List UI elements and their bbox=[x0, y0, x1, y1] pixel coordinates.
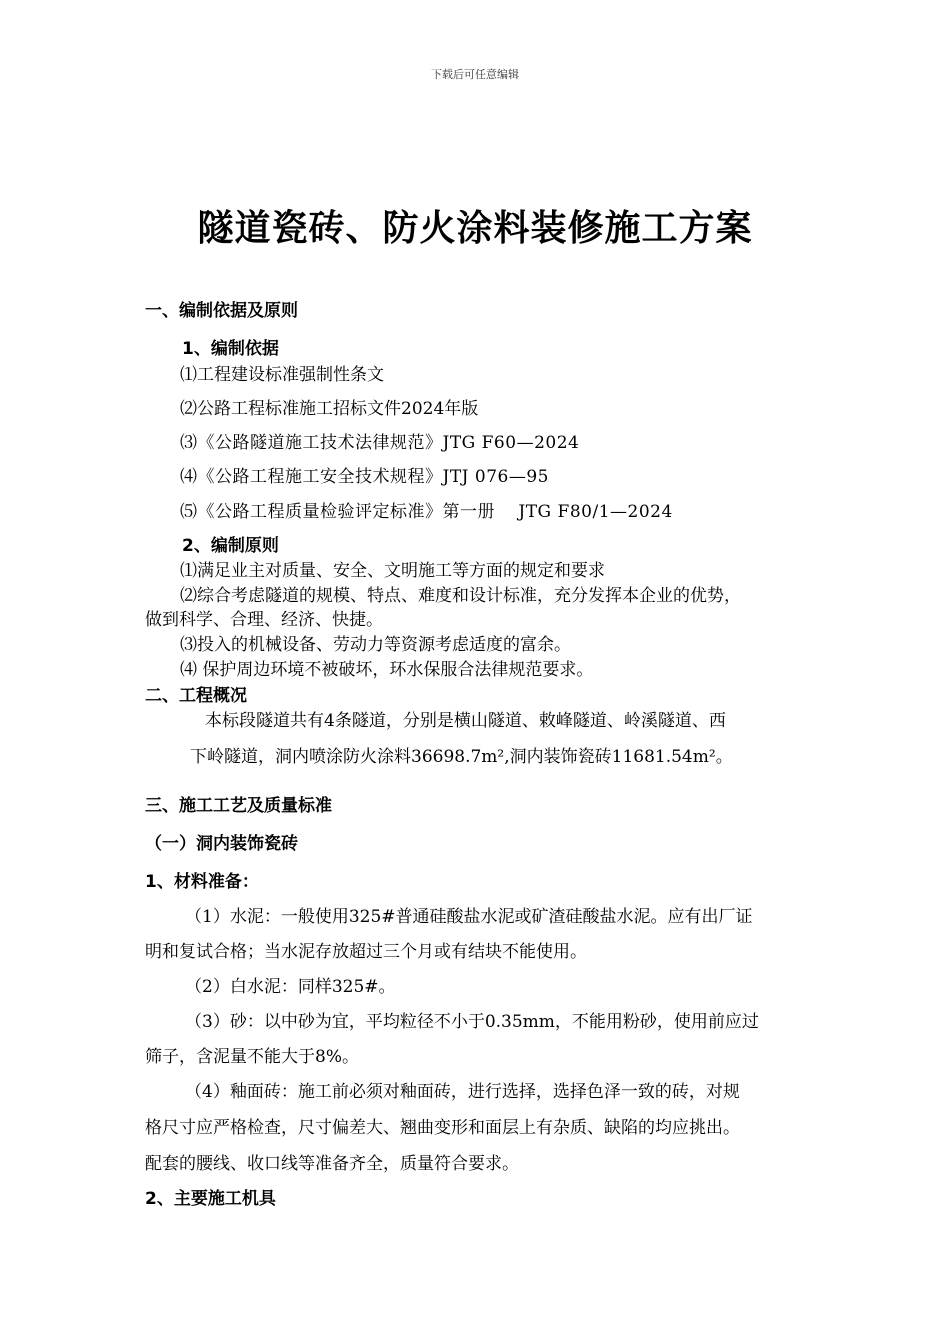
materials-line-8: 配套的腰线、收口线等准备齐全，质量符合要求。 bbox=[145, 1154, 519, 1174]
document-title: 隧道瓷砖、防火涂料装修施工方案 bbox=[197, 208, 753, 249]
basis-item-5: ⑸《公路工程质量检验评定标准》第一册 JTG F80/1—2024 bbox=[180, 502, 673, 522]
principle-item-1: ⑴满足业主对质量、安全、文明施工等方面的规定和要求 bbox=[180, 561, 605, 581]
materials-line-2: 明和复试合格；当水泥存放超过三个月或有结块不能使用。 bbox=[145, 942, 587, 962]
materials-line-1: （1）水泥：一般使用325#普通硅酸盐水泥或矿渣硅酸盐水泥。应有出厂证 bbox=[185, 907, 753, 927]
materials-line-3: （2）白水泥：同样325#。 bbox=[185, 977, 396, 997]
materials-line-5: 筛子，含泥量不能大于8%。 bbox=[145, 1047, 359, 1067]
overview-para-line-1: 本标段隧道共有4条隧道，分别是横山隧道、敕峰隧道、岭溪隧道、西 bbox=[205, 711, 726, 731]
item-materials-heading: 1、材料准备： bbox=[145, 872, 259, 892]
materials-line-7: 格尺寸应严格检查，尺寸偏差大、翘曲变形和面层上有杂质、缺陷的均应挑出。 bbox=[145, 1118, 740, 1138]
section-heading-basis: 一、编制依据及原则 bbox=[145, 301, 298, 321]
subheading-principles: 2、编制原则 bbox=[182, 536, 279, 556]
item-tools-heading: 2、主要施工机具 bbox=[145, 1189, 276, 1209]
basis-item-4: ⑷《公路工程施工安全技术规程》JTJ 076—95 bbox=[180, 467, 549, 487]
header-note: 下载后可任意编辑 bbox=[431, 68, 519, 81]
subheading-basis: 1、编制依据 bbox=[182, 339, 279, 359]
principle-item-2-cont: 做到科学、合理、经济、快捷。 bbox=[145, 610, 383, 630]
materials-line-6: （4）釉面砖：施工前必须对釉面砖，进行选择，选择色泽一致的砖，对规 bbox=[185, 1082, 740, 1102]
principle-item-3: ⑶投入的机械设备、劳动力等资源考虑适度的富余。 bbox=[180, 635, 571, 655]
basis-item-1: ⑴工程建设标准强制性条文 bbox=[180, 365, 384, 385]
basis-item-3: ⑶《公路隧道施工技术法律规范》JTG F60—2024 bbox=[180, 433, 580, 453]
principle-item-4: ⑷ 保护周边环境不被破坏，环水保服合法律规范要求。 bbox=[180, 660, 594, 680]
overview-para-line-2: 下岭隧道，洞内喷涂防火涂料36698.7m²,洞内装饰瓷砖11681.54m²。 bbox=[190, 747, 733, 767]
principle-item-2: ⑵综合考虑隧道的规模、特点、难度和设计标准，充分发挥本企业的优势， bbox=[180, 586, 741, 606]
subheading-tiles: （一）洞内装饰瓷砖 bbox=[145, 834, 298, 854]
section-heading-overview: 二、工程概况 bbox=[145, 686, 247, 706]
basis-item-2: ⑵公路工程标准施工招标文件2024年版 bbox=[180, 399, 479, 419]
section-heading-process: 三、施工工艺及质量标准 bbox=[145, 796, 332, 816]
materials-line-4: （3）砂：以中砂为宜，平均粒径不小于0.35mm，不能用粉砂，使用前应过 bbox=[185, 1012, 759, 1032]
